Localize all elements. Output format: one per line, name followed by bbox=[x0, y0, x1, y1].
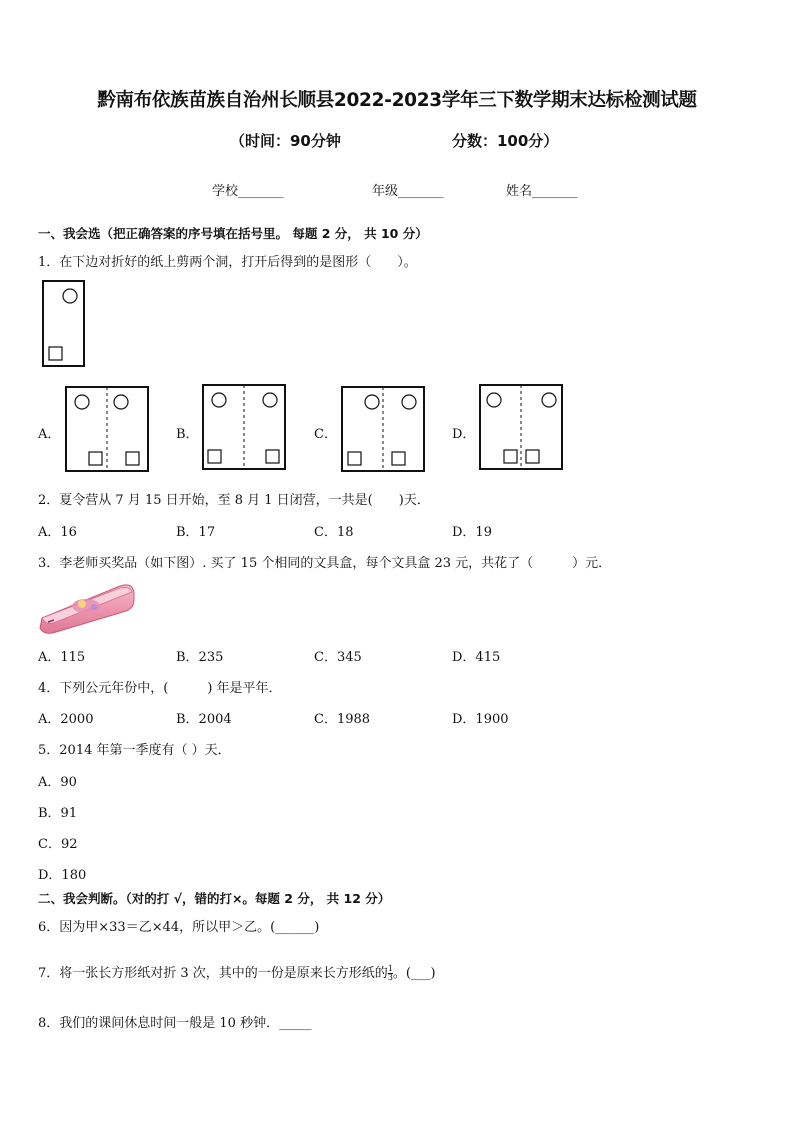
q1-option-a-label: A． bbox=[38, 427, 61, 442]
question-7-text-after: 。(___) bbox=[392, 966, 436, 981]
question-1-text: 1．在下边对折好的纸上剪两个洞，打开后得到的是图形（ ）。 bbox=[38, 255, 417, 270]
q4-option-b[interactable]: B．2004 bbox=[176, 712, 232, 727]
q3-option-b[interactable]: B．235 bbox=[176, 650, 224, 665]
question-7-text bbox=[38, 962, 436, 982]
q3-option-c[interactable]: C．345 bbox=[314, 650, 362, 665]
q4-option-c[interactable]: C．1988 bbox=[314, 712, 371, 727]
q1-option-d-label: D． bbox=[452, 427, 476, 442]
fraction-numerator: 1 bbox=[387, 964, 393, 973]
exam-time: （时间：90分钟 bbox=[230, 132, 341, 150]
section-2-heading: 二、我会判断。（对的打 √，错的打×。每题 2 分， 共 12 分） bbox=[38, 891, 391, 906]
q4-option-d[interactable]: D．1900 bbox=[452, 712, 509, 727]
question-8-text: 8．我们的课间休息时间一般是 10 秒钟．_____ bbox=[38, 1016, 312, 1031]
question-3-text: 3．李老师买奖品（如下图）. 买了 15 个相同的文具盒，每个文具盒 23 元，共花了（ ）元． bbox=[38, 556, 612, 571]
q5-option-c[interactable]: C．92 bbox=[38, 837, 78, 852]
q1-option-c-label: C． bbox=[314, 427, 337, 442]
q3-option-a[interactable]: A．115 bbox=[38, 650, 86, 665]
exam-score: 分数：100分） bbox=[452, 132, 559, 150]
grade-field: 年级_______ bbox=[372, 184, 444, 199]
fraction-denominator: 3 bbox=[387, 973, 393, 982]
name-field: 姓名_______ bbox=[506, 184, 578, 199]
question-5-text: 5．2014 年第一季度有（ ）天． bbox=[38, 743, 231, 758]
folded-paper-figure bbox=[42, 280, 86, 368]
q2-option-b[interactable]: B．17 bbox=[176, 525, 216, 540]
question-2-text: 2．夏令营从 7 月 15 日开始，至 8 月 1 日闭营，一共是( )天． bbox=[38, 493, 430, 508]
q1-option-b-label: B． bbox=[176, 427, 199, 442]
q1-option-b-figure[interactable] bbox=[202, 384, 288, 472]
q4-option-a[interactable]: A．2000 bbox=[38, 712, 94, 727]
q5-option-d[interactable]: D．180 bbox=[38, 868, 87, 883]
question-6-text: 6．因为甲×33＝乙×44，所以甲＞乙。(______) bbox=[38, 920, 320, 935]
pencil-case-image bbox=[34, 578, 138, 636]
q5-option-a[interactable]: A．90 bbox=[38, 775, 77, 790]
q5-option-b[interactable]: B．91 bbox=[38, 806, 78, 821]
page-title: 黔南布依族苗族自治州长顺县2022-2023学年三下数学期末达标检测试题 bbox=[97, 90, 697, 111]
question-7-text-before: 7．将一张长方形纸对折 3 次，其中的一份是原来长方形纸的 bbox=[38, 966, 388, 981]
q1-option-d-figure[interactable] bbox=[479, 384, 565, 472]
q1-option-a-figure[interactable] bbox=[65, 386, 151, 474]
q1-option-c-figure[interactable] bbox=[341, 386, 427, 474]
q3-option-d[interactable]: D．415 bbox=[452, 650, 501, 665]
q2-option-d[interactable]: D．19 bbox=[452, 525, 492, 540]
school-field: 学校_______ bbox=[212, 184, 284, 199]
question-4-text: 4．下列公元年份中，( ) 年是平年． bbox=[38, 681, 282, 696]
q2-option-c[interactable]: C．18 bbox=[314, 525, 354, 540]
section-1-heading: 一、我会选（把正确答案的序号填在括号里。 每题 2 分， 共 10 分） bbox=[38, 226, 428, 241]
q2-option-a[interactable]: A．16 bbox=[38, 525, 77, 540]
